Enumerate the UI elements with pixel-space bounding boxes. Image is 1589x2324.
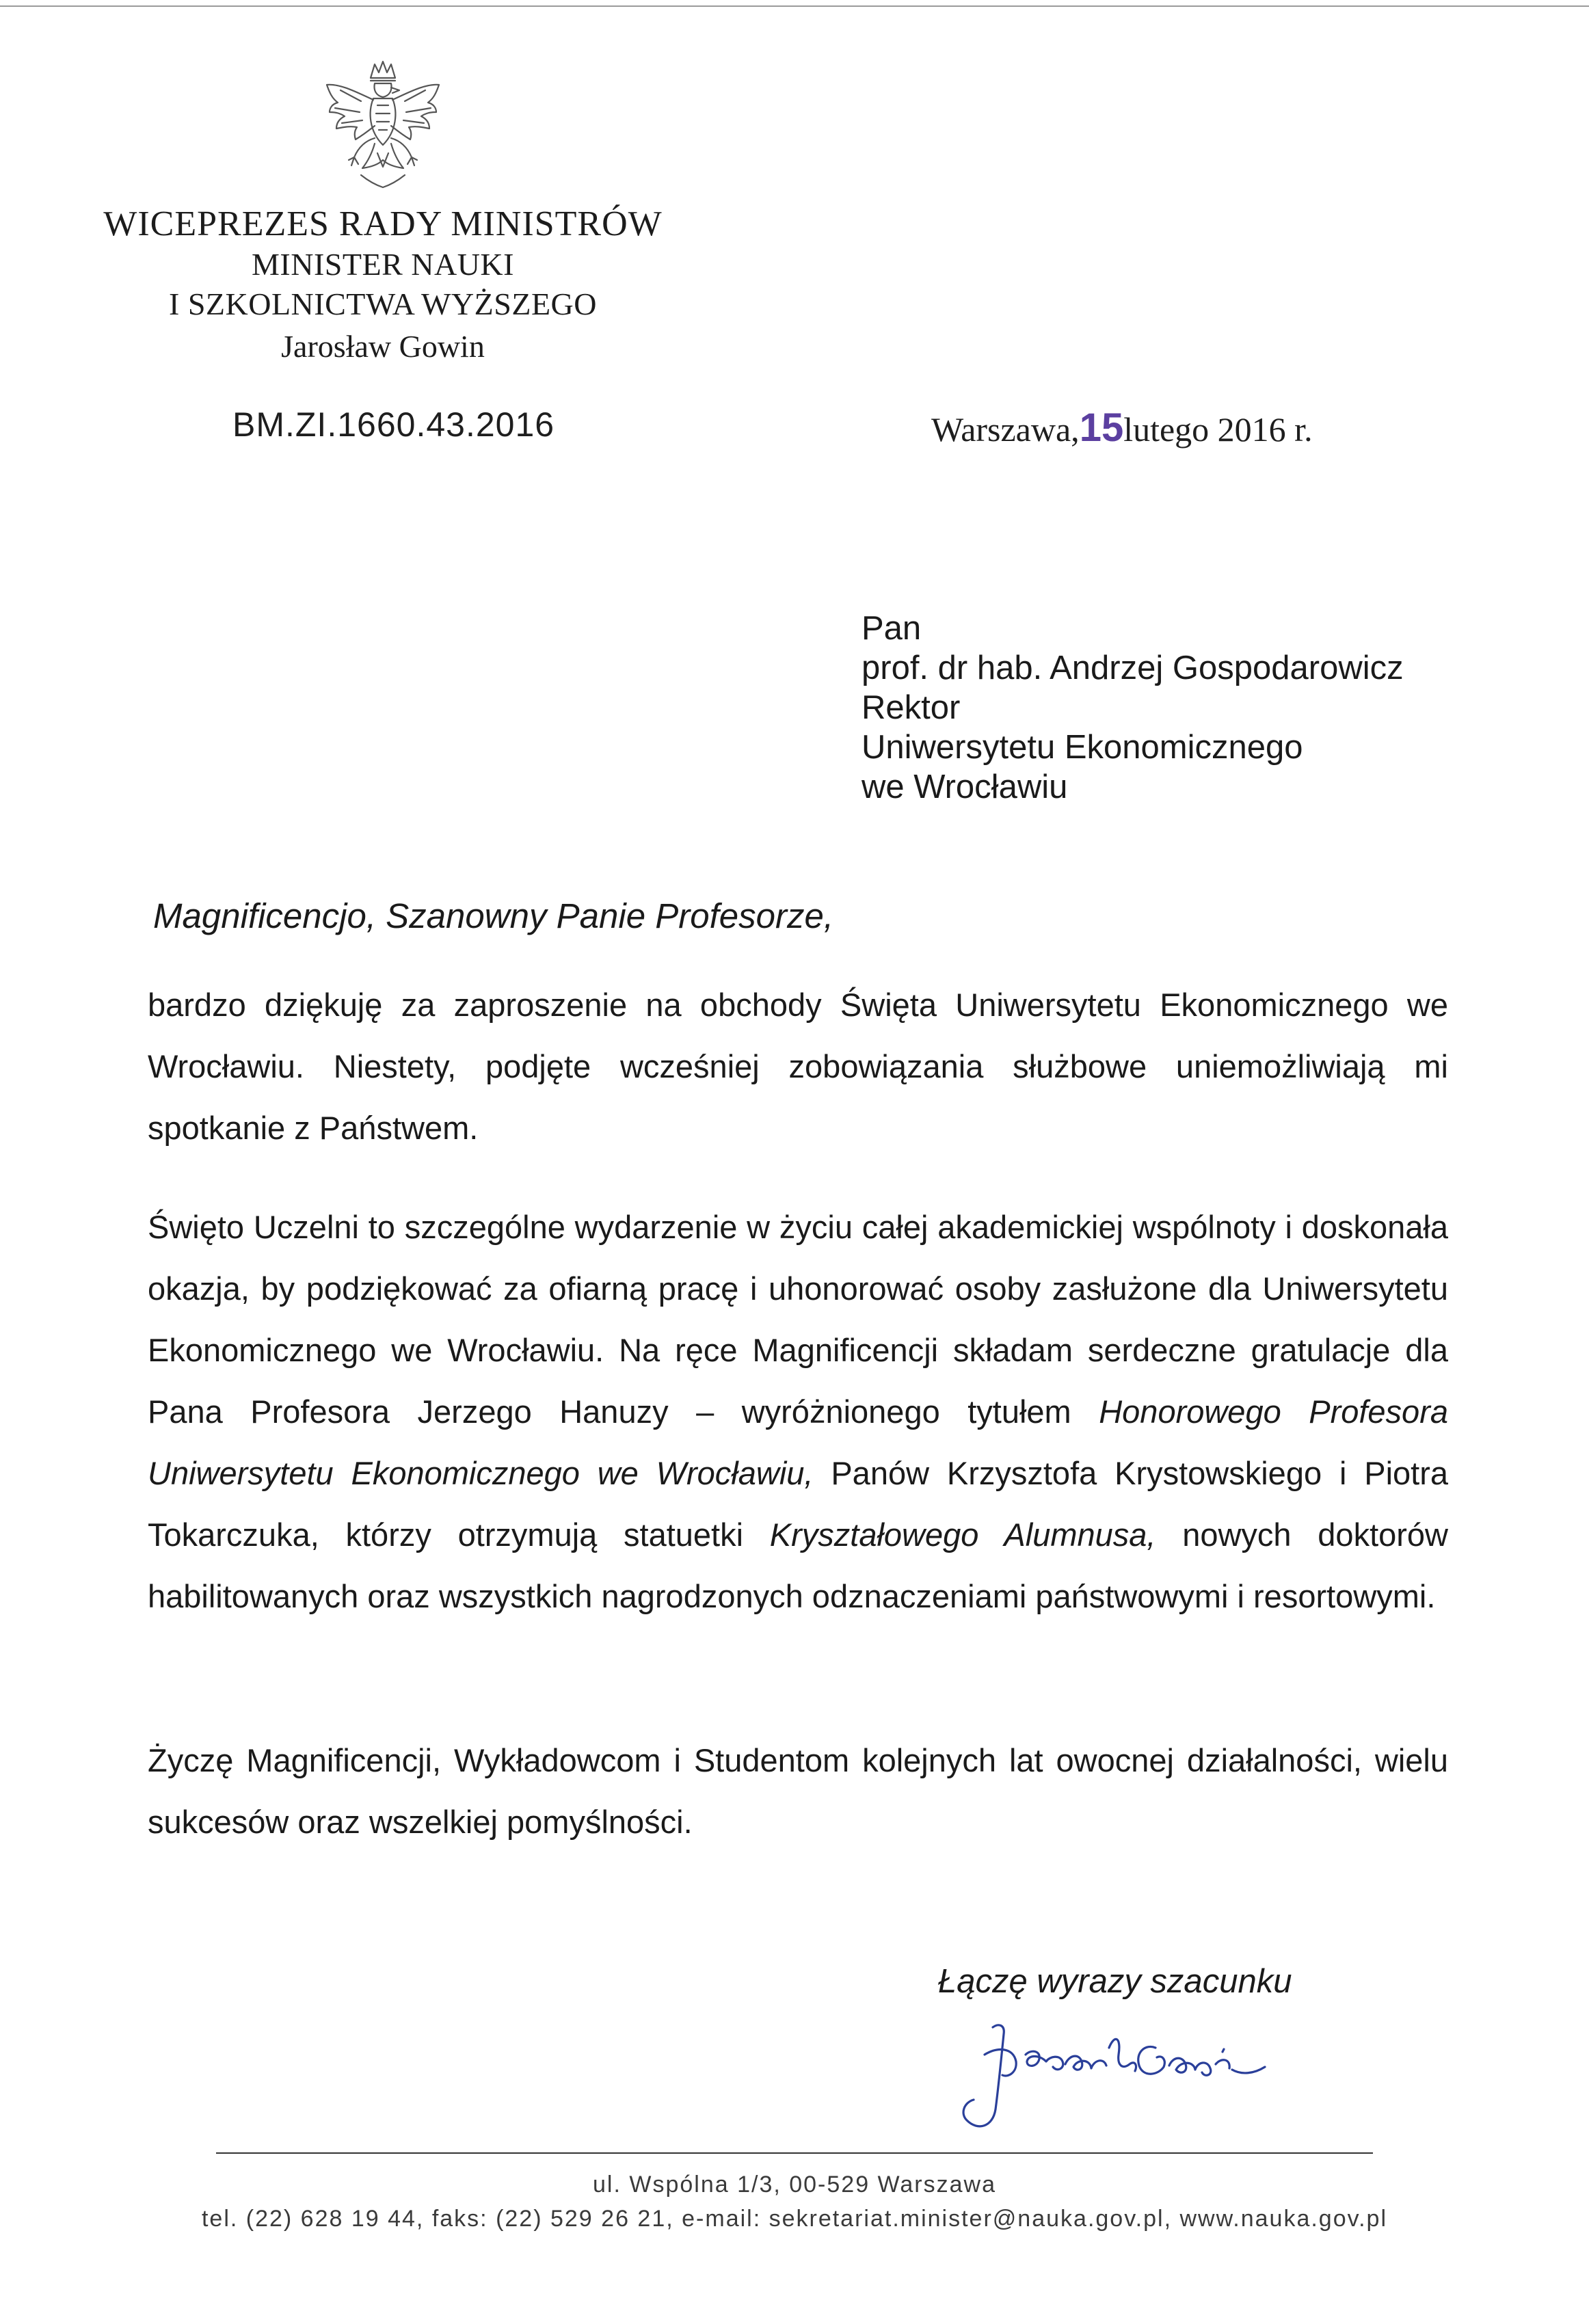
- handwritten-signature: [950, 2007, 1306, 2137]
- body-paragraph-2: [148, 1197, 1448, 1627]
- addressee-position: Rektor: [862, 689, 961, 726]
- date-month-year: lutego 2016 r.: [1123, 410, 1313, 449]
- body-p2-text-c: Panów Krzysztofa Krystowskiego i Piotra Tokarczuka, którzy otrzymują statuetki: [148, 1455, 1448, 1553]
- addressee-title: Pan: [862, 610, 922, 647]
- body-p2-award-name: Kryształowego Alumnusa,: [769, 1517, 1156, 1553]
- footer-address: ul. Wspólna 1/3, 00-529 Warszawa: [593, 2172, 996, 2198]
- date-place: Warszawa,: [931, 410, 1080, 449]
- reference-number: BM.ZI.1660.43.2016: [232, 405, 555, 444]
- footer-contact: tel. (22) 628 19 44, faks: (22) 529 26 21, e-mail: sekretariat.minister@nauka.gov.pl, www.nauka.gov.pl: [201, 2206, 1388, 2232]
- salutation: Magnificencjo, Szanowny Panie Profesorze,: [153, 896, 834, 935]
- polish-eagle-emblem-icon: [320, 57, 446, 201]
- header-minister-name: Jarosław Gowin: [281, 329, 485, 364]
- addressee-institution: Uniwersytetu Ekonomicznego: [862, 729, 1303, 766]
- addressee-name: prof. dr hab. Andrzej Gospodarowicz: [862, 650, 1404, 686]
- addressee-city: we Wrocławiu: [862, 769, 1068, 805]
- header-title-minister: MINISTER NAUKI: [252, 247, 514, 282]
- addressee-block: [862, 609, 1404, 807]
- body-p2-text-e: nowych doktorów habilitowanych oraz wszystkich nagrodzonych odznaczeniami państwowymi i resortowymi.: [148, 1517, 1448, 1614]
- date-day-handwritten: 15: [1079, 405, 1124, 450]
- footer-divider: [216, 2152, 1373, 2154]
- closing-phrase: Łączę wyrazy szacunku: [938, 1963, 1292, 2000]
- body-p2-honorary-title: Honorowego Profesora Uniwersytetu Ekonomicznego we Wrocławiu,: [148, 1393, 1448, 1491]
- body-p2-text-a: Święto Uczelni to szczególne wydarzenie w życiu całej akademickiej wspólnoty i doskonała okazja, by podziękować za ofiarną pracę i uhonorować osoby zasłużone dla Uniwersytetu Ekonomicznego we Wrocławiu. Na ręce Magnificencji składam serdeczne gratulacje dla Pana Profesora Jerzego Hanuzy – wyróżnionego tytułem: [148, 1209, 1448, 1430]
- body-paragraph-1: bardzo dziękuję za zaproszenie na obchody Święta Uniwersytetu Ekonomicznego we Wrocławiu. Niestety, podjęte wcześniej zobowiązania służbowe uniemożliwiają mi spotkanie z Państwem.: [148, 987, 1448, 1146]
- top-rule: [0, 5, 1589, 7]
- date-line: [931, 405, 1313, 451]
- body-paragraph-3: Życzę Magnificencji, Wykładowcom i Studentom kolejnych lat owocnej działalności, wielu sukcesów oraz wszelkiej pomyślności.: [148, 1742, 1448, 1840]
- header-title-ministry: I SZKOLNICTWA WYŻSZEGO: [169, 286, 597, 321]
- header-title-vice-premier: WICEPREZES RADY MINISTRÓW: [103, 204, 663, 243]
